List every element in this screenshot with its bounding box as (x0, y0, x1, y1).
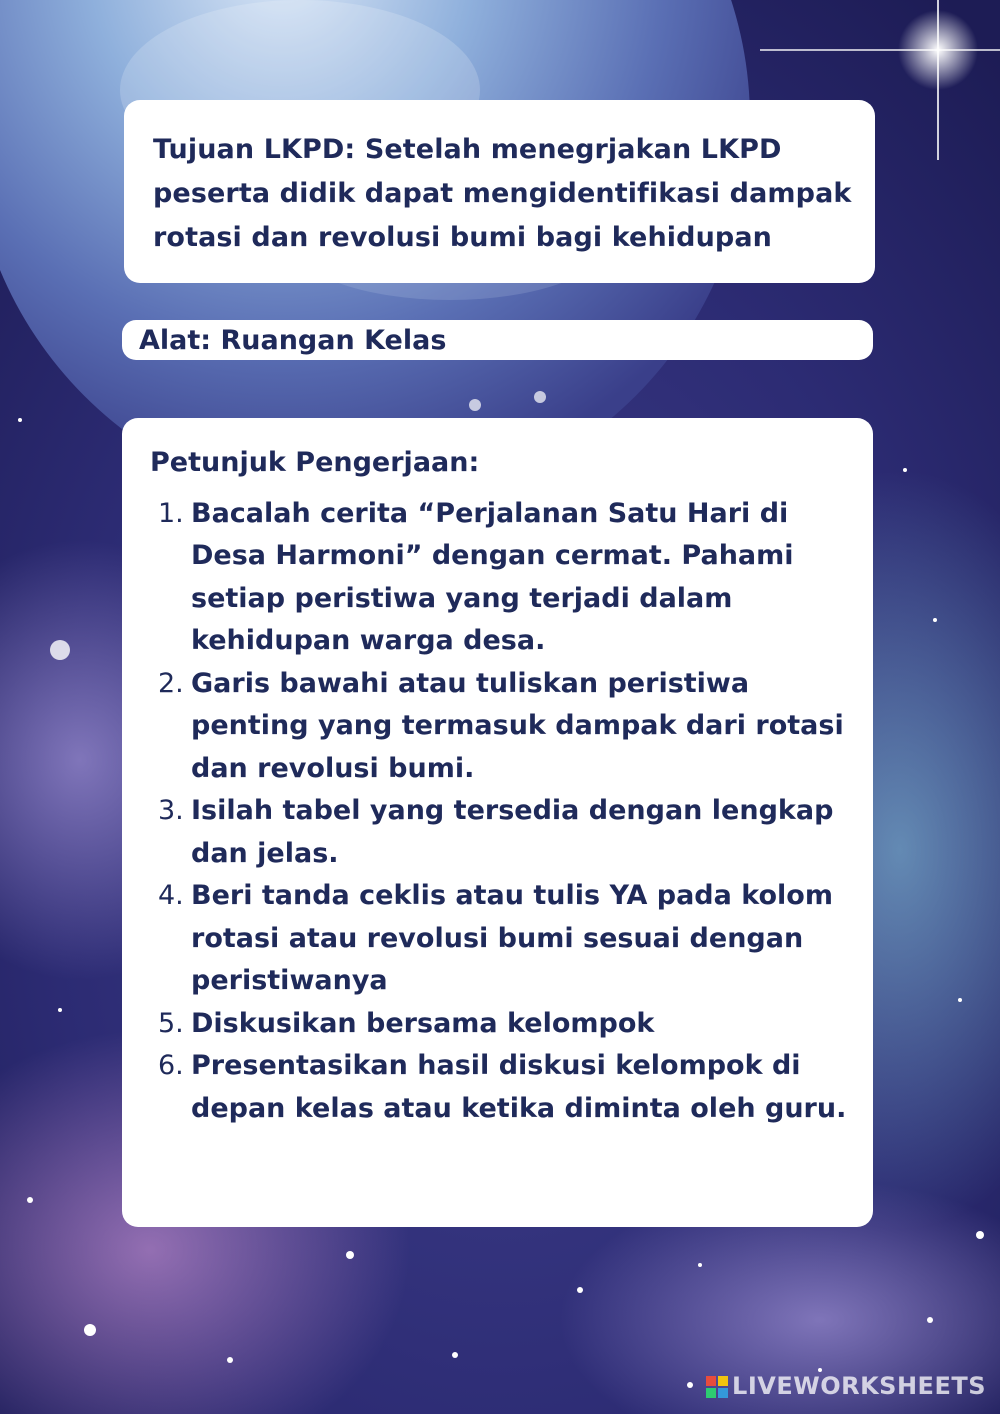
list-item (150, 1045, 853, 1130)
item-number: 1. (158, 497, 184, 529)
list-item (150, 663, 853, 791)
list-item (150, 493, 853, 663)
item-text: Garis bawahi atau tuliskan peristiwa penting yang termasuk dampak dari rotasi dan revolusi bumi. (191, 667, 844, 784)
item-number: 2. (158, 667, 184, 699)
item-number: 3. (158, 795, 184, 826)
alat-card (122, 320, 873, 360)
liveworksheets-logo-icon (706, 1376, 728, 1398)
item-text: Diskusikan bersama kelompok (191, 1007, 655, 1039)
liveworksheets-watermark (706, 1372, 986, 1400)
petunjuk-list (150, 493, 853, 1131)
item-number: 5. (158, 1007, 184, 1039)
tujuan-line: peserta didik dapat mengidentifikasi dampak (153, 178, 852, 209)
watermark-text: LIVEWORKSHEETS (732, 1372, 986, 1400)
item-text: Presentasikan hasil diskusi kelompok di depan kelas atau ketika diminta oleh guru. (191, 1050, 847, 1124)
list-item (150, 790, 853, 875)
tujuan-line: Tujuan LKPD: Setelah menegrjakan LKPD (153, 134, 782, 165)
item-text: Beri tanda ceklis atau tulis YA pada kolom rotasi atau revolusi bumi sesuai dengan peristiwanya (191, 880, 833, 996)
item-text: Isilah tabel yang tersedia dengan lengkap dan jelas. (191, 795, 834, 869)
item-text: Bacalah cerita “Perjalanan Satu Hari di Desa Harmoni” dengan cermat. Pahami setiap peristiwa yang terjadi dalam kehidupan warga desa. (191, 497, 794, 656)
item-number: 6. (158, 1050, 184, 1081)
list-item (150, 1003, 853, 1046)
petunjuk-card (122, 418, 873, 1227)
tujuan-line: rotasi dan revolusi bumi bagi kehidupan (153, 222, 772, 253)
list-item (150, 875, 853, 1003)
tujuan-card (124, 100, 875, 283)
petunjuk-heading: Petunjuk Pengerjaan: (150, 447, 480, 478)
alat-text: Alat: Ruangan Kelas (139, 325, 447, 356)
item-number: 4. (158, 880, 184, 911)
